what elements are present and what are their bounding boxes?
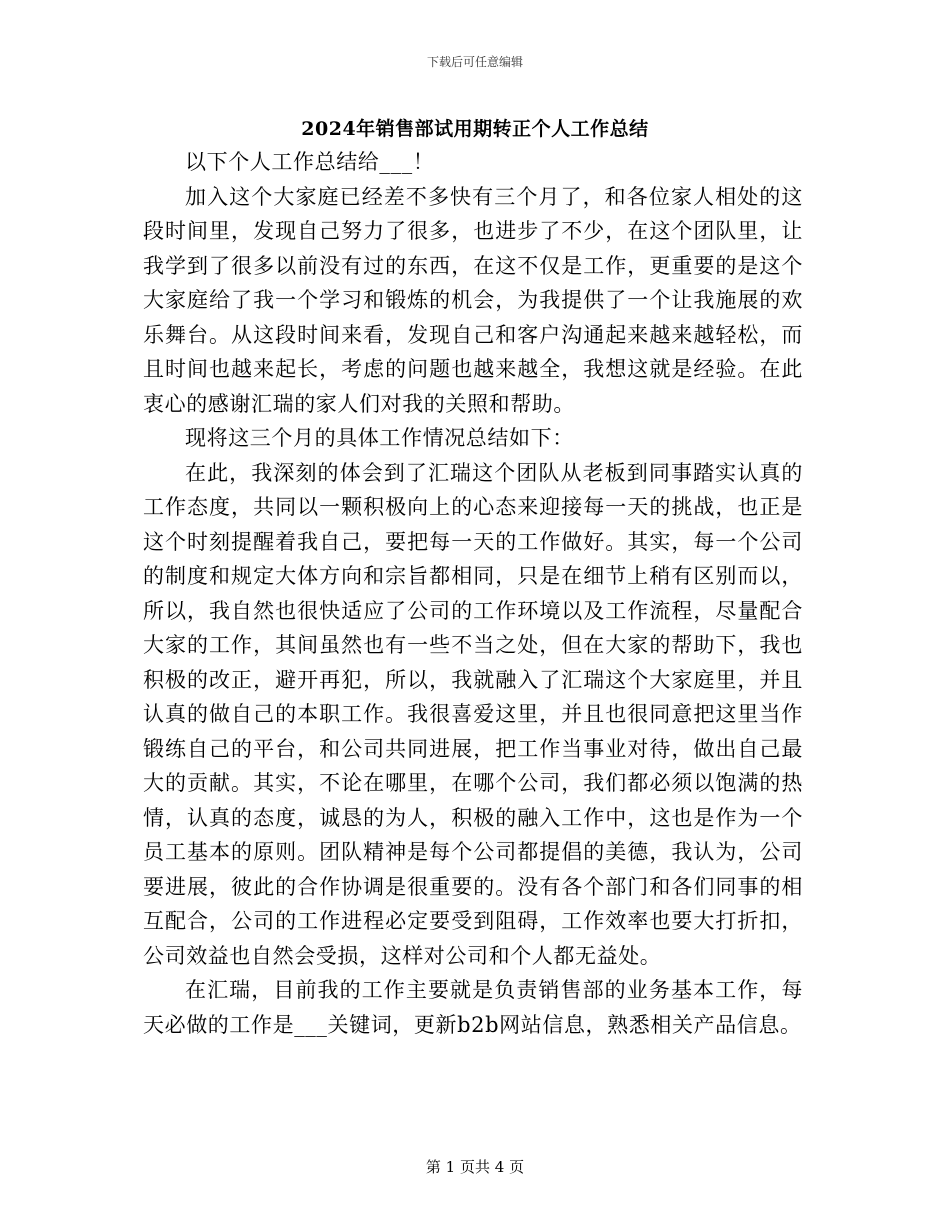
header-note: 下载后可任意编辑 <box>426 55 523 69</box>
page-number: 第 1 页共 4 页 <box>425 1158 525 1176</box>
paragraph-summary-lead: 现将这三个月的具体工作情况总结如下： <box>185 426 574 450</box>
paragraph-daily-work: 在汇瑞，目前我的工作主要就是负责销售部的业务基本工作，每天必做的工作是___关键词，更新b2b网站信息，熟悉相关产品信息。 <box>143 978 803 1037</box>
paragraph-greeting: 以下个人工作总结给___！ <box>185 150 435 174</box>
paragraph-intro: 加入这个大家庭已经差不多快有三个月了，和各位家人相处的这段时间里，发现自己努力了很多，也进步了不少，在这个团队里，让我学到了很多以前没有过的东西，在这不仅是工作，更重要的是这个大家庭给了我一个学习和锻炼的机会，为我提供了一个让我施展的欢乐舞台。从这段时间来看，发现自己和客户沟通起来越来越轻松，而且时间也越来起长，考虑的问题也越来越全，我想这就是经验。在此衷心的感谢汇瑞的家人们对我的关照和帮助。 <box>143 184 803 416</box>
paragraph-experience: 在此，我深刻的体会到了汇瑞这个团队从老板到同事踏实认真的工作态度，共同以一颗积极向上的心态来迎接每一天的挑战，也正是这个时刻提醒着我自己，要把每一天的工作做好。其实，每一个公司的制度和规定大体方向和宗旨都相同，只是在细节上稍有区别而以，所以，我自然也很快适应了公司的工作环境以及工作流程，尽量配合大家的工作，其间虽然也有一些不当之处，但在大家的帮助下，我也积极的改正，避开再犯，所以，我就融入了汇瑞这个大家庭里，并且认真的做自己的本职工作。我很喜爱这里，并且也很同意把这里当作锻练自己的平台，和公司共同进展，把工作当事业对待，做出自己最大的贡献。其实，不论在哪里，在哪个公司，我们都必须以饱满的热情，认真的态度，诚恳的为人，积极的融入工作中，这也是作为一个员工基本的原则。团队精神是每个公司都提倡的美德，我认为，公司要进展，彼此的合作协调是很重要的。没有各个部门和各们同事的相互配合，公司的工作进程必定要受到阻碍，工作效率也要大打折扣，公司效益也自然会受损，这样对公司和个人都无益处。 <box>143 460 803 968</box>
document-body <box>143 145 803 1042</box>
document-title: 2024年销售部试用期转正个人工作总结 <box>301 118 649 140</box>
